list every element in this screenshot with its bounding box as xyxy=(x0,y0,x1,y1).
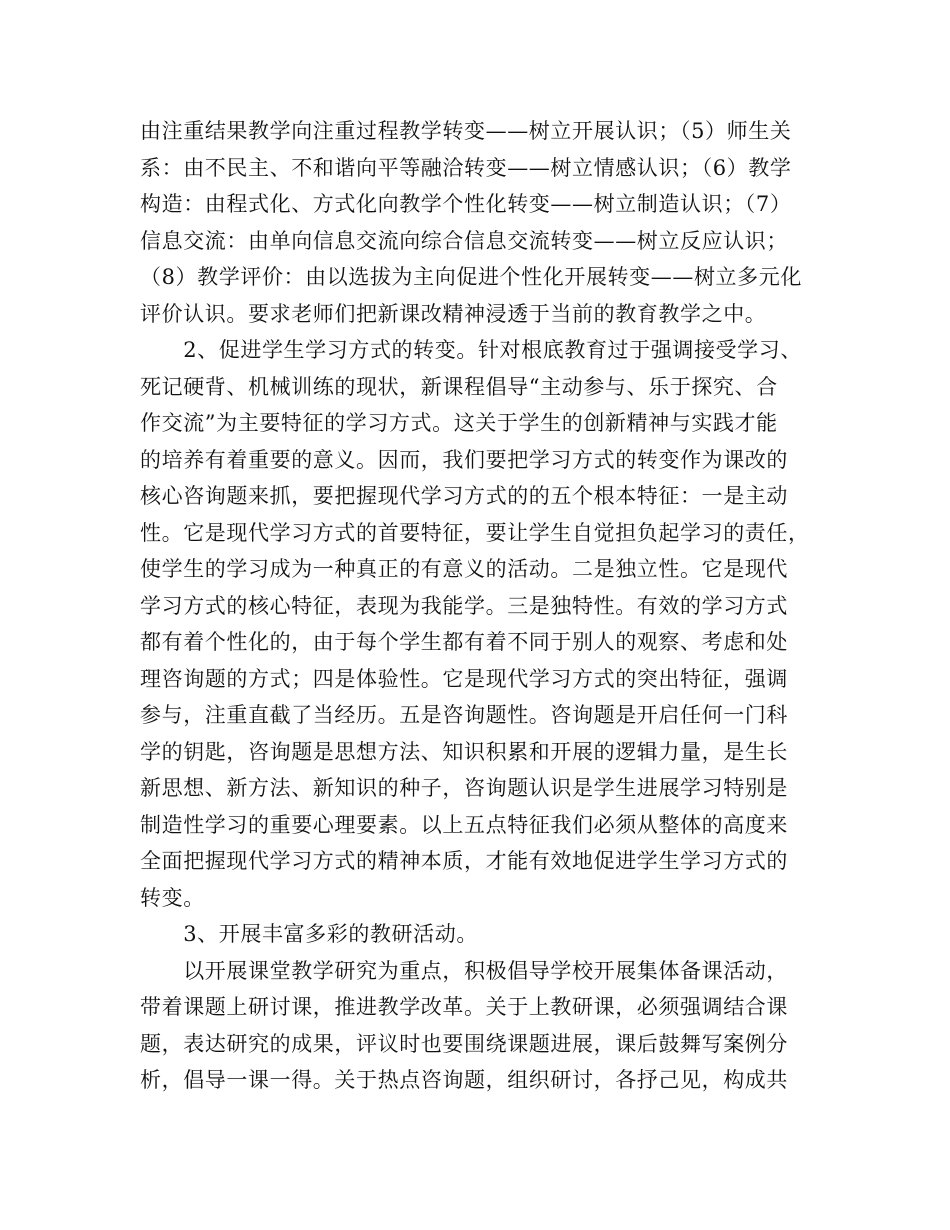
text-line: 使学生的学习成为一种真正的有意义的活动。二是独立性。它是现代 xyxy=(140,557,788,581)
text-line: 由注重结果教学向注重过程教学转变——树立开展认识；（5）师生关 xyxy=(140,119,792,143)
text-line: 参与，注重直截了当经历。五是咨询题性。咨询题是开启任何一门科 xyxy=(140,703,788,727)
text-line: 核心咨询题来抓，要把握现代学习方式的的五个根本特征：一是主动 xyxy=(140,484,788,508)
text-line: 析，倡导一课一得。关于热点咨询题，组织研讨，各抒己见，构成共 xyxy=(140,1068,788,1092)
body-text xyxy=(140,113,820,1099)
text-line: 带着课题上研讨课，推进教学改革。关于上教研课，必须强调结合课 xyxy=(140,995,788,1019)
text-line: 系：由不民主、不和谐向平等融洽转变——树立情感认识；（6）教学 xyxy=(140,155,792,180)
text-line: 新思想、新方法、新知识的种子，咨询题认识是学生进展学习特别是 xyxy=(140,776,788,800)
text-line: 构造：由程式化、方式化向教学个性化转变——树立制造认识；（7） xyxy=(140,192,792,216)
text-line: 题，表达研究的成果，评议时也要围绕课题进展，课后鼓舞写案例分 xyxy=(140,1031,788,1056)
text-line: 理咨询题的方式；四是体验性。它是现代学习方式的突出特征，强调 xyxy=(140,666,788,691)
text-line: 2、促进学生学习方式的转变。针对根底教育过于强调接受学习、 xyxy=(140,338,802,362)
text-line: 3、开展丰富多彩的教研活动。 xyxy=(140,922,478,946)
text-line: 死记硬背、机械训练的现状，新课程倡导“主动参与、乐于探究、合 xyxy=(140,374,778,399)
text-line: 信息交流：由单向信息交流向综合信息交流转变——树立反应认识； xyxy=(140,228,788,253)
text-line: 以开展课堂教学研究为重点，积极倡导学校开展集体备课活动， xyxy=(140,958,788,983)
text-line: 都有着个性化的，由于每个学生都有着不同于别人的观察、考虑和处 xyxy=(140,630,788,654)
text-line: 学习方式的核心特征，表现为我能学。三是独特性。有效的学习方式 xyxy=(140,593,788,618)
text-line: 评价认识。要求老师们把新课改精神浸透于当前的教育教学之中。 xyxy=(140,301,767,326)
text-line: 转变。 xyxy=(140,885,205,910)
text-line: （8）教学评价：由以选拔为主向促进个性化开展转变——树立多元化 xyxy=(140,265,802,289)
text-line: 作交流”为主要特征的学习方式。这关于学生的创新精神与实践才能 xyxy=(140,411,778,435)
text-line: 全面把握现代学习方式的精神本质，才能有效地促进学生学习方式的 xyxy=(140,849,788,873)
text-line: 的培养有着重要的意义。因而，我们要把学习方式的转变作为课改的 xyxy=(140,447,788,472)
text-line: 性。它是现代学习方式的首要特征，要让学生自觉担负起学习的责任， xyxy=(140,520,810,545)
text-line: 制造性学习的重要心理要素。以上五点特征我们必须从整体的高度来 xyxy=(140,812,788,837)
text-line: 学的钥匙，咨询题是思想方法、知识积累和开展的逻辑力量，是生长 xyxy=(140,739,788,764)
